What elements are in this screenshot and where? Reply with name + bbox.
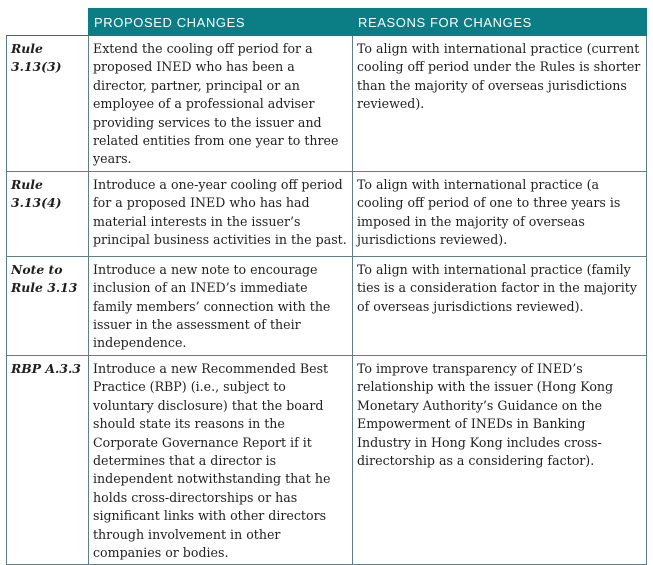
reason-text: To align with international practice (a cooling off period of one to three years is imposed in the majority of overseas jurisdictions reviewed). (353, 171, 647, 256)
header-blank-cell (7, 9, 89, 36)
reason-text: To align with international practice (family ties is a consideration factor in the majority of overseas jurisdictions reviewed). (353, 256, 647, 355)
changes-table (6, 8, 647, 565)
table-row (7, 36, 647, 172)
header-reasons-for-changes: REASONS FOR CHANGES (353, 9, 647, 36)
proposed-change-text: Extend the cooling off period for a proposed INED who has been a director, partner, principal or an employee of a professional adviser providing services to the issuer and related entities from one year to three years. (89, 36, 353, 172)
table-row (7, 171, 647, 256)
proposed-change-text: Introduce a one-year cooling off period for a proposed INED who has had material interests in the issuer’s principal business activities in the past. (89, 171, 353, 256)
reason-text: To improve transparency of INED’s relationship with the issuer (Hong Kong Monetary Authority’s Guidance on the Empowerment of INEDs in Banking Industry in Hong Kong includes cross-directorship as a considering factor). (353, 355, 647, 564)
rule-reference: Note to Rule 3.13 (7, 256, 89, 355)
reason-text: To align with international practice (current cooling off period under the Rules is shorter than the majority of overseas jurisdictions reviewed). (353, 36, 647, 172)
proposed-change-text: Introduce a new note to encourage inclusion of an INED’s immediate family members’ connection with the issuer in the assessment of their independence. (89, 256, 353, 355)
table-header-row (7, 9, 647, 36)
proposed-change-text: Introduce a new Recommended Best Practice (RBP) (i.e., subject to voluntary disclosure) that the board should state its reasons in the Corporate Governance Report if it determines that a director is independent notwithstanding that he holds cross-directorships or has significant links with other directors through involvement in other companies or bodies. (89, 355, 353, 564)
table-row (7, 256, 647, 355)
rule-reference: RBP A.3.3 (7, 355, 89, 564)
rule-reference: Rule 3.13(4) (7, 171, 89, 256)
table-row (7, 355, 647, 564)
header-proposed-changes: PROPOSED CHANGES (89, 9, 353, 36)
rule-reference: Rule 3.13(3) (7, 36, 89, 172)
